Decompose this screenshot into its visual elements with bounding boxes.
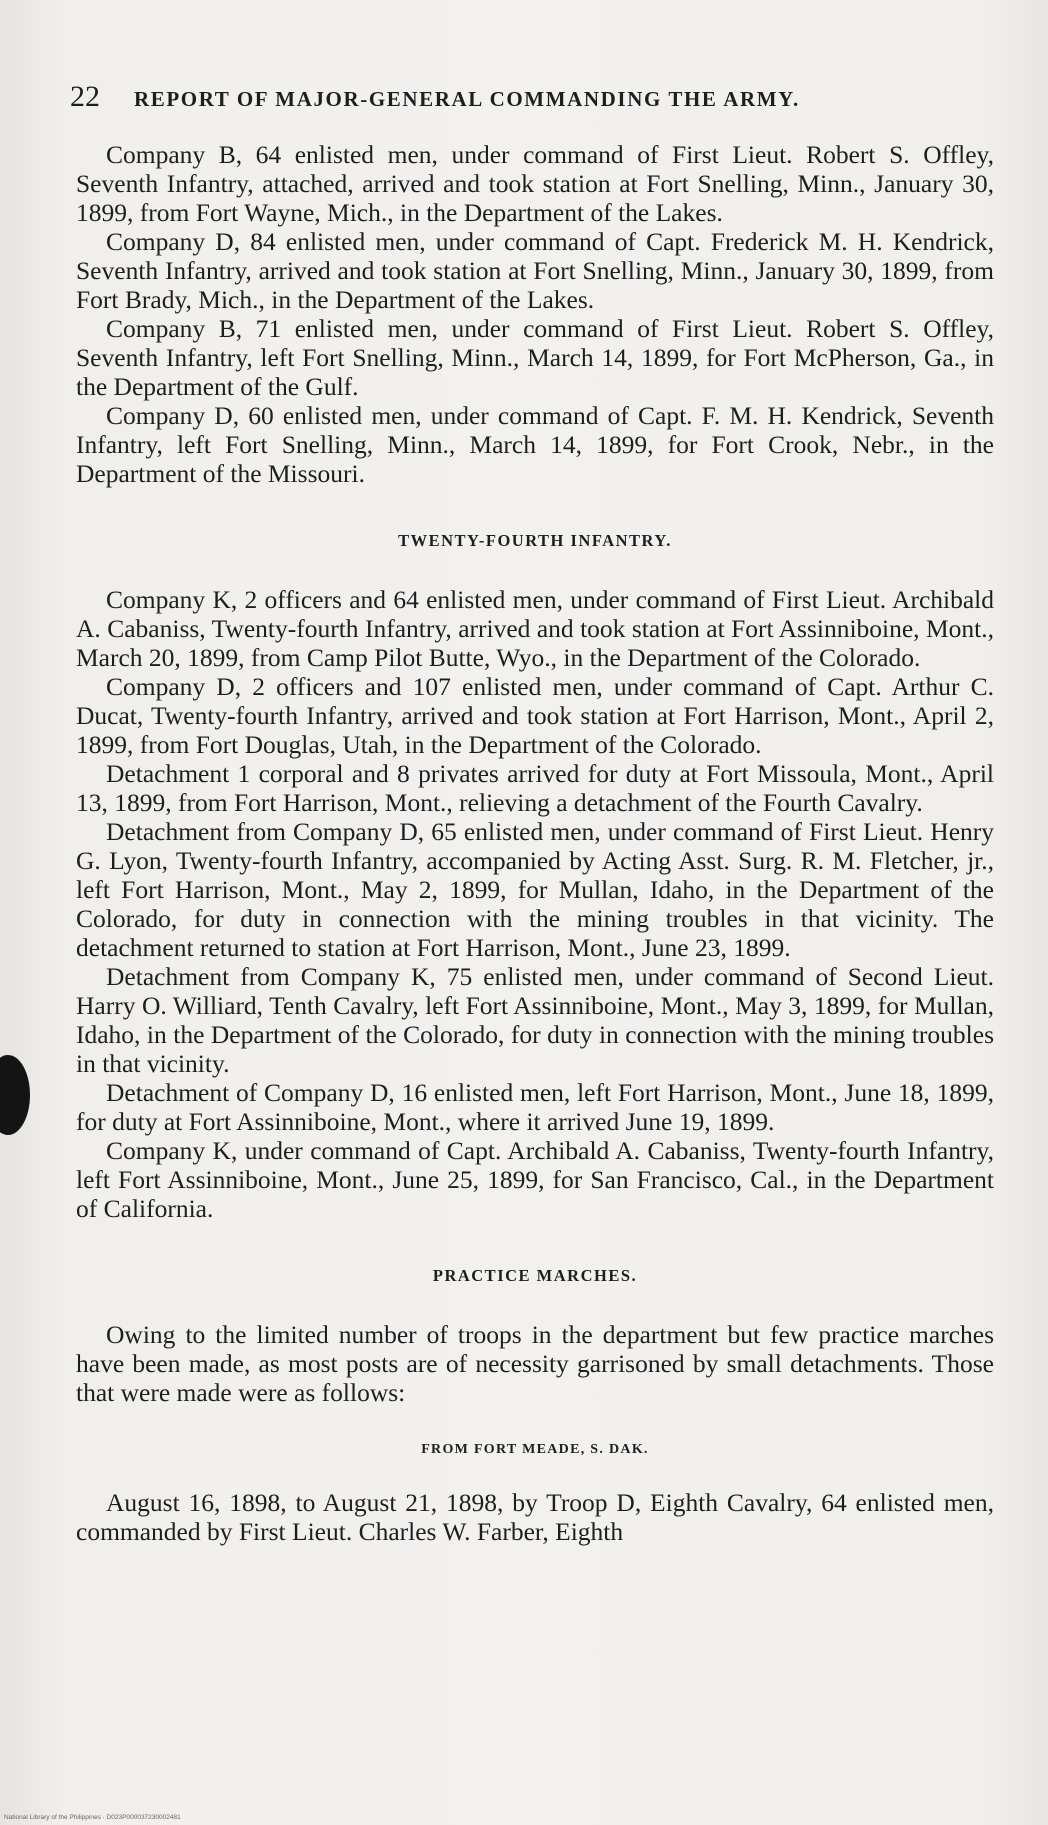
paragraph: Company D, 2 officers and 107 enlisted men, under command of Capt. Arthur C. Ducat, Twenty-fourth Infantry, arrived and took station at Fort Harrison, Mont., April 2, 1899, from Fort Douglas, Utah, in the Department of the Colorado.	[76, 672, 994, 759]
paragraph: Detachment of Company D, 16 enlisted men, left Fort Harrison, Mont., June 18, 1899, for duty at Fort Assinniboine, Mont., where it arrived June 19, 1899.	[76, 1078, 994, 1136]
paragraph: Detachment 1 corporal and 8 privates arrived for duty at Fort Missoula, Mont., April 13, 1899, from Fort Harrison, Mont., relieving a detachment of the Fourth Cavalry.	[76, 759, 994, 817]
paragraph: Company K, 2 officers and 64 enlisted men, under command of First Lieut. Archibald A. Cabaniss, Twenty-fourth Infantry, arrived and took station at Fort Assinniboine, Mont., March 20, 1899, from Camp Pilot Butte, Wyo., in the Department of the Colorado.	[76, 585, 994, 672]
subheading-fort-meade: FROM FORT MEADE, S. DAK.	[421, 1442, 649, 1457]
paragraph: Company B, 64 enlisted men, under command of First Lieut. Robert S. Offley, Seventh Infantry, attached, arrived and took station at Fort Snelling, Minn., January 30, 1899, from Fort Wayne, Mich., in the Department of the Lakes.	[76, 140, 994, 227]
paragraph: August 16, 1898, to August 21, 1898, by Troop D, Eighth Cavalry, 64 enlisted men, commanded by First Lieut. Charles W. Farber, Eighth	[76, 1488, 994, 1546]
paragraph: Company B, 71 enlisted men, under command of First Lieut. Robert S. Offley, Seventh Infantry, left Fort Snelling, Minn., March 14, 1899, for Fort McPherson, Ga., in the Department of the Gulf.	[76, 314, 994, 401]
paragraph: Owing to the limited number of troops in the department but few practice marches have been made, as most posts are of necessity garrisoned by small detachments. Those that were made were as follows:	[76, 1320, 994, 1407]
paragraph: Company D, 84 enlisted men, under command of Capt. Frederick M. H. Kendrick, Seventh Infantry, arrived and took station at Fort Snelling, Minn., January 30, 1899, from Fort Brady, Mich., in the Department of the Lakes.	[76, 227, 994, 314]
paragraph: Company D, 60 enlisted men, under command of Capt. F. M. H. Kendrick, Seventh Infantry, left Fort Snelling, Minn., March 14, 1899, for Fort Crook, Nebr., in the Department of the Missouri.	[76, 401, 994, 488]
footer-credit: National Library of the Philippines · D023P000037230002481	[4, 1814, 181, 1821]
section-heading-practice-marches: PRACTICE MARCHES.	[432, 1266, 638, 1285]
scanner-thumb-shadow	[0, 1055, 30, 1135]
page-header	[70, 80, 970, 114]
page-body	[76, 140, 994, 1546]
paragraph: Company K, under command of Capt. Archibald A. Cabaniss, Twenty-fourth Infantry, left Fort Assinniboine, Mont., June 25, 1899, for San Francisco, Cal., in the Department of California.	[76, 1136, 994, 1223]
running-title: REPORT OF MAJOR-GENERAL COMMANDING THE ARMY.	[134, 87, 800, 111]
section-heading-twenty-fourth-infantry: TWENTY-FOURTH INFANTRY.	[398, 531, 672, 550]
paragraph: Detachment from Company D, 65 enlisted men, under command of First Lieut. Henry G. Lyon, Twenty-fourth Infantry, accompanied by Acting Asst. Surg. R. M. Fletcher, jr., left Fort Harrison, Mont., May 2, 1899, for Mullan, Idaho, in the Department of the Colorado, for duty in connection with the mining troubles in that vicinity. The detachment returned to station at Fort Harrison, Mont., June 23, 1899.	[76, 817, 994, 962]
paragraph: Detachment from Company K, 75 enlisted men, under command of Second Lieut. Harry O. Williard, Tenth Cavalry, left Fort Assinniboine, Mont., May 3, 1899, for Mullan, Idaho, in the Department of the Colorado, for duty in connection with the mining troubles in that vicinity.	[76, 962, 994, 1078]
page-number: 22	[70, 80, 100, 113]
